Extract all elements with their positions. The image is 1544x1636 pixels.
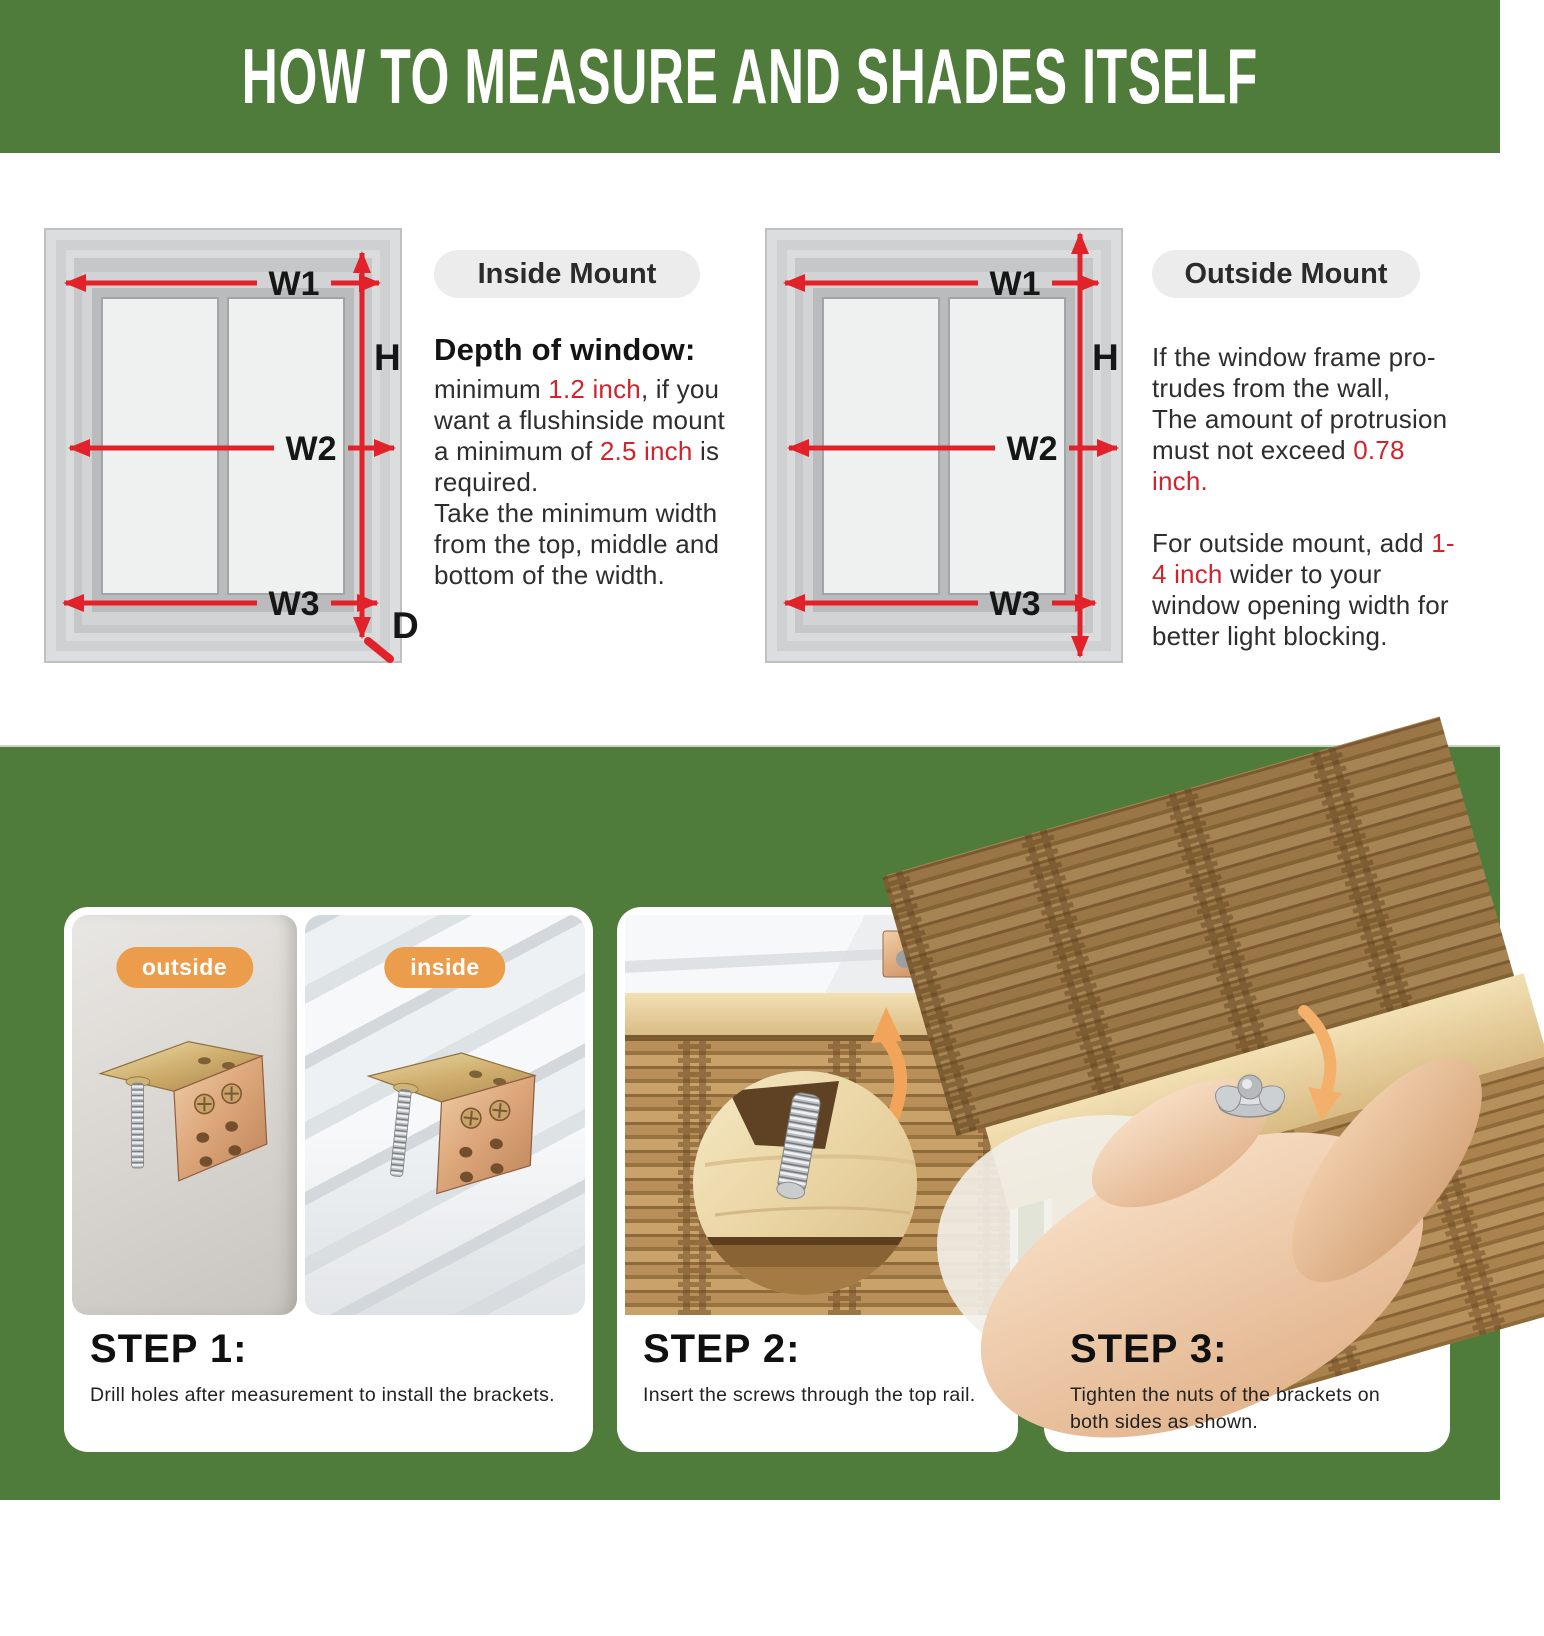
step-3-photo [1052,915,1442,1315]
install-title-minutes: 1 [1068,1498,1137,1636]
page-title: HOW TO MEASURE AND SHADES ITSELF [241,32,1259,120]
install-title-unit: MIN [1150,1555,1266,1622]
label-w1: W1 [268,265,320,303]
step-1-inside-photo [305,915,585,1315]
outside-mount-badge: Outside Mount [1152,250,1420,298]
label-w2: W2 [285,430,337,468]
text-run: If the window frame pro- [1152,342,1436,372]
outside-mount-paragraph-1 [1152,342,1458,497]
outside-badge: outside [116,947,253,988]
label-h: H [374,337,401,378]
inside-mount-window-diagram [44,228,419,663]
inside-mount-paragraph-1 [434,374,746,498]
text-run: wider to your window opening width for better light blocking. [1152,559,1449,651]
text-run: is required. [434,436,720,497]
text-run: , if you want a flushinside mount a minimum of [434,374,725,466]
window-diagram-svg [44,228,419,663]
bracket-icon [348,1024,547,1232]
step-text: Drill holes after measurement to install the brackets. [90,1384,555,1406]
label-w3: W3 [989,585,1041,623]
top-header-band [0,0,1500,153]
step-heading: STEP 3: [1070,1327,1228,1371]
inside-mount-column [434,250,746,591]
window-diagram-svg [765,228,1123,663]
step-heading: STEP 2: [643,1327,801,1371]
label-w2: W2 [1006,430,1058,468]
outside-mount-window-diagram [765,228,1123,663]
label-w3: W3 [268,585,320,623]
outside-mount-column [1152,250,1458,652]
install-title: QUICK INSTALLATION IN [383,1542,1055,1630]
step-text: Tighten the nuts of the brackets on both sides as shown. [1070,1384,1381,1433]
text-run: minimum [434,374,549,404]
label-h: H [1092,337,1119,378]
step-1-outside-photo [72,915,297,1315]
inside-mount-badge: Inside Mount [434,250,700,298]
bracket-icon [94,1023,270,1209]
install-section [0,745,1500,1636]
highlight-value: 1-4 inch [1152,528,1455,589]
step-2-caption [643,1327,1002,1409]
step-1-panel [64,907,593,1452]
label-d: D [392,605,419,646]
step-3-caption [1070,1327,1410,1436]
tighten-nut-illustration [1052,915,1442,1315]
step-text: Insert the screws through the top rail. [643,1384,976,1406]
depth-heading: Depth of window: [434,332,696,367]
label-w1: W1 [989,265,1041,303]
highlight-value: 1.2 inch [548,374,641,404]
inside-badge: inside [384,947,505,988]
step-heading: STEP 1: [90,1327,248,1371]
highlight-value: 0.78 inch. [1152,435,1405,496]
text-run: trudes from the wall, [1152,373,1391,403]
step-panels [64,907,1450,1452]
highlight-value: 2.5 inch [599,436,693,466]
step-3-panel [1044,907,1450,1452]
outside-mount-paragraph-2 [1152,528,1458,652]
inside-mount-paragraph-2: Take the minimum width from the top, middle and bottom of the width. [434,498,720,590]
text-run: For outside mount, add [1152,528,1432,558]
measure-section [0,153,1500,745]
step-1-caption [90,1327,577,1409]
text-run: The amount of protrusion must not exceed [1152,404,1448,465]
